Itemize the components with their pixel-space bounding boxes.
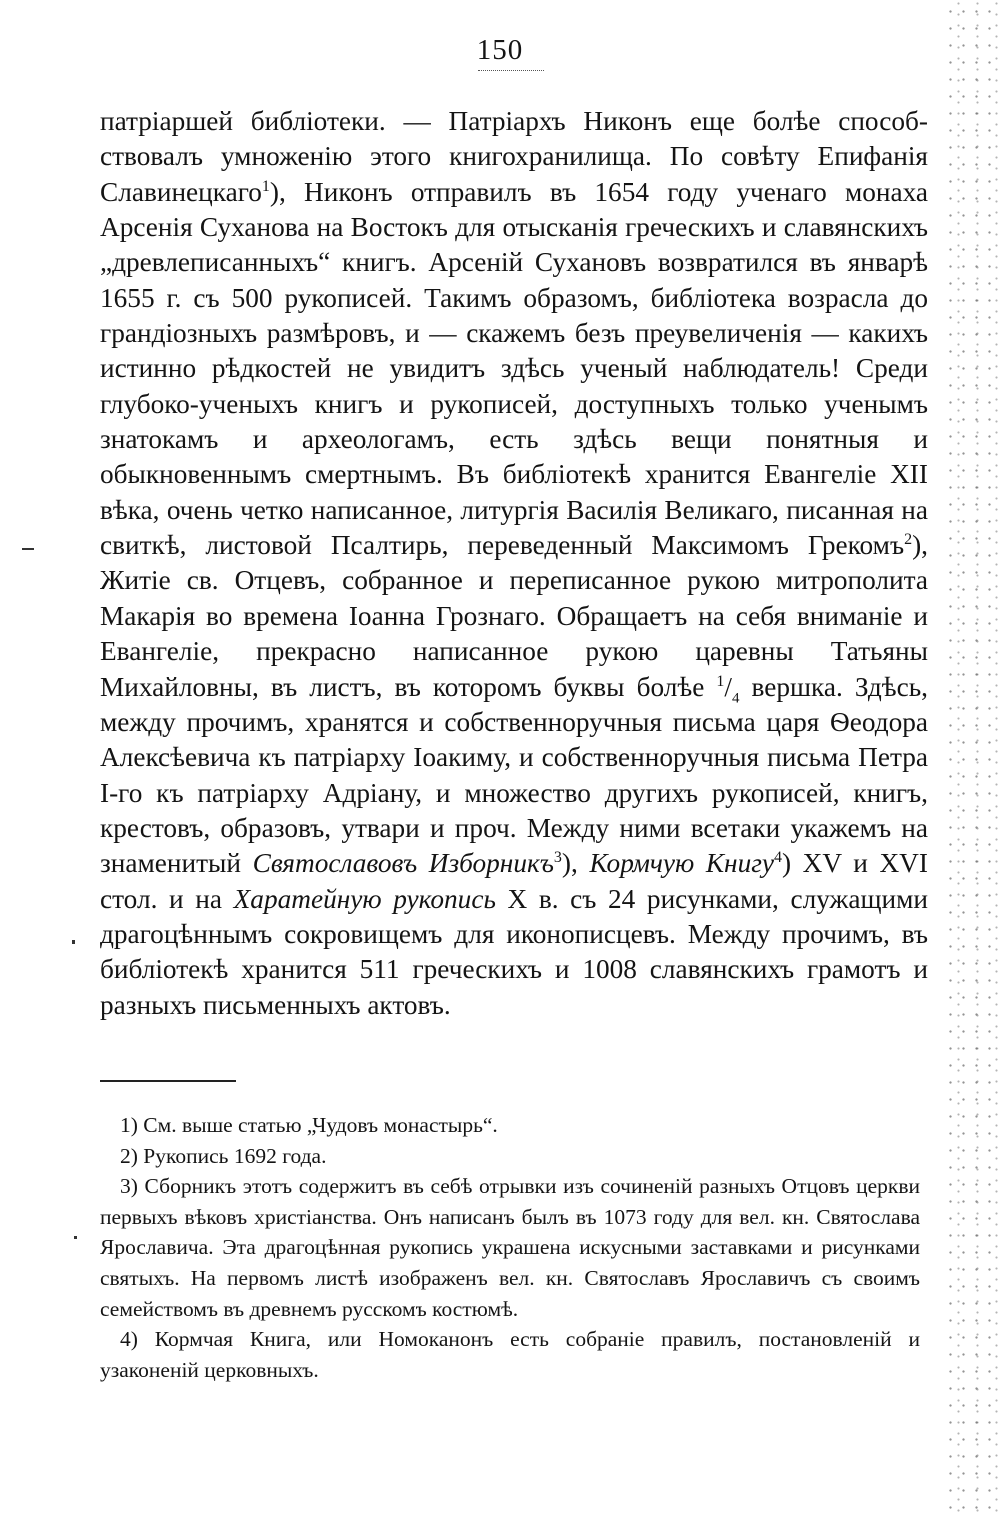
footnote-ref-2: 2 — [904, 531, 913, 549]
margin-dot-mark — [74, 1236, 77, 1239]
italic-title-kormchaya: Кормчую Книгу — [589, 848, 774, 879]
text-run: ) XV и XVI стол. и на — [100, 848, 928, 914]
text-run: ), — [561, 848, 590, 879]
footnote-ref-4: 4 — [773, 849, 782, 867]
fraction-numerator: 1 — [716, 672, 725, 690]
margin-dash-mark — [22, 548, 34, 550]
text-run: вершка. Здѣсь, между прочимъ, хранятся и собственноручныя письма царя Ѳеодора Алексѣевича къ патріарху Іоакиму, и собственноручныя письма Петра I-го къ патріарху Адріану, и множество другихъ рукописей, книгъ, крестовъ, образовъ, утвари и проч. Между ними всетаки укажемъ на знаменитый — [100, 671, 928, 879]
footnote-ref-1: 1 — [261, 177, 270, 195]
fraction-denominator: 4 — [731, 689, 740, 706]
footnote-4: 4) Кормчая Книга, или Номоканонъ есть собраніе правилъ, постановленій и узаконеній церковныхъ. — [100, 1327, 920, 1382]
footnote-1: 1) См. выше статью „Чудовъ монастырь“. — [120, 1113, 498, 1137]
scan-edge-speckle — [942, 0, 1000, 1520]
main-text: патріаршей библіотеки. — Патріархъ Никонъ еще болѣе способствовалъ умноженію этого книгохранилища. По совѣту Епифанія Славинецкаго$^1$), Никонъ отправилъ въ 1654 году ученаго монаха Арсенія Суханова на Востокъ для отысканія греческихъ и славянскихъ „древлеписанныхъ“ книгъ. Арсеній Сухановъ возвратился въ январѣ 1655 г. съ 500 рукописей. Такимъ образомъ, библіотека возрасла до грандіозныхъ размѣровъ, и — скажемъ безъ преувеличенія — какихъ истинно рѣдкостей не увидитъ здѣсь ученый наблюдатель! Среди глубоко-ученыхъ книгъ и рукописей, доступныхъ только ученымъ знатокамъ и археологамъ, есть здѣсь вещи понятныя и обыкновеннымъ смертнымъ. Въ библіотекѣ хранится Евангеліе XII вѣка, очень четко написанное, литургія Василія Великаго, писанная на свиткѣ, листовой Псалтирь, переведенный Максимомъ Грекомъ$^2$), Житіе св. Отцевъ, собранное и переписанное рукою митрополита Макарія во времена Іоанна Грознаго. Обращаетъ на себя вниманіе и Евангеліе, прекрасно написанное рукою царевны Татьяны Михайловны, въ листъ, въ которомъ буквы болѣе $^1/_4$ вершка. Здѣсь, между прочимъ, хранятся и собственноручныя письма царя Ѳеодора Алексѣевича къ патріарху Іоакиму, и собственноручныя письма Петра I-го къ патріарху Адріану, и множество другихъ рукописей, книгъ, крестовъ, образовъ, утвари и проч. Между ними всетаки укажемъ на знаменитый Святославовъ Изборникъ$^3$), Кормчую Книгу$^4$) XV и XVI стол. и на Харатейную рукопись X в. съ 24 рисунками, служащими драгоцѣннымъ сокровищемъ для иконописцевъ. Между прочимъ, въ библіотекѣ хранится 511 греческихъ и 1008 славянскихъ грамотъ и разныхъ письменныхъ актовъ. — [100, 106, 928, 1020]
text-run: X в. съ 24 рисунками, служащими драгоцѣннымъ сокровищемъ для иконописцевъ. Между прочимъ, въ библіотекѣ хранится 511 греческихъ и 1008 славянскихъ грамотъ и разныхъ письменныхъ актовъ. — [100, 883, 928, 1020]
footnote-2: 2) Рукопись 1692 года. — [120, 1143, 327, 1168]
text-run: ), Житіе св. Отцевъ, собранное и переписанное рукою митрополита Макарія во времена Іоанна Грознаго. Обращаетъ на себя вниманіе и Евангеліе, прекрасно написанное рукою царевны Татьяны Михайловны, въ листъ, въ которомъ буквы болѣе — [100, 530, 928, 702]
text-run: патріаршей библіотеки. — Патріархъ Никонъ еще болѣе способствовалъ умноженію этого книгохранилища. По совѣту Епифанія Славинецкаго — [100, 106, 928, 207]
page-number: 150 — [476, 34, 524, 66]
footnote-3: 3) Сборникъ этотъ содержитъ въ себѣ отрывки изъ сочиненій разныхъ Отцовъ церкви первыхъ вѣковъ христіанства. Онъ написанъ былъ въ 1073 году для вел. кн. Святослава Ярославича. Эта драгоцѣнная рукопись украшена искусными заставками и рисунками святыхъ. На первомъ листѣ изображенъ вел. кн. Святославъ Ярославичъ съ своимъ семействомъ въ древнемъ русскомъ костюмѣ. — [100, 1174, 920, 1321]
footnote-ref-3: 3 — [553, 849, 562, 867]
italic-title-izbornik: Святославовъ Изборникъ — [252, 848, 554, 879]
italic-title-kharateinaya: Харатейную рукопись — [233, 883, 496, 914]
footnotes — [100, 1110, 920, 1385]
page-number-underline — [478, 70, 544, 71]
footnote-divider — [100, 1080, 236, 1082]
text-run: ), Никонъ отправилъ въ 1654 году ученаго монаха Арсенія Суханова на Востокъ для отысканія греческихъ и славянскихъ „древлеписанныхъ“ книгъ. Арсеній Сухановъ возвратился въ январѣ 1655 г. съ 500 рукописей. Такимъ образомъ, библіотека возрасла до грандіозныхъ размѣровъ, и — скажемъ безъ преувеличенія — какихъ истинно рѣдкостей не увидитъ здѣсь ученый наблюдатель! Среди глубоко-ученыхъ книгъ и рукописей, доступныхъ только ученымъ знатокамъ и археологамъ, есть здѣсь вещи понятныя и обыкновеннымъ смертнымъ. Въ библіотекѣ хранится Евангеліе XII вѣка, очень четко написанное, литургія Василія Великаго, писанная на свиткѣ, листовой Псалтирь, переведенный Максимомъ Грекомъ — [100, 176, 928, 561]
margin-dot-mark — [72, 940, 75, 944]
